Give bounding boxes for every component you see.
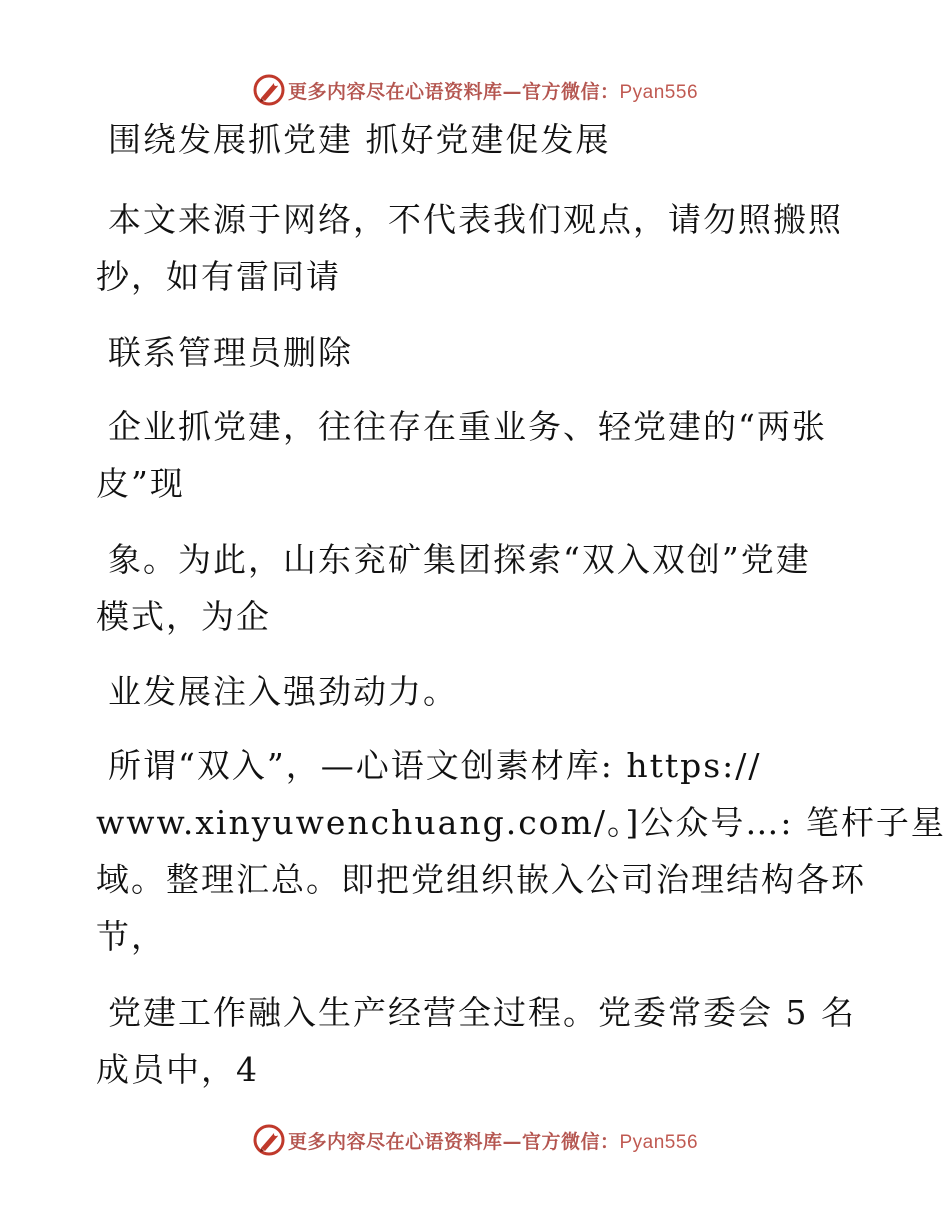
footer-banner (0, 1120, 950, 1160)
text-line: 联系管理员删除 (108, 333, 353, 372)
text-line: 模式，为企 (96, 597, 271, 636)
footer-banner-text: 更多内容尽在心语资料库—官方微信： (287, 1130, 620, 1153)
text-line: 企业抓党建，往往存在重业务、轻党建的“两张 (108, 407, 827, 446)
text-line: 皮”现 (96, 464, 185, 503)
pen-logo-icon (252, 1123, 286, 1157)
header-banner-text: 更多内容尽在心语资料库—官方微信： (287, 80, 620, 103)
text-line: www.xinyuwenchuang.com/。]公众号…: 笔杆子星 (96, 803, 946, 842)
text-line: 象。为此，山东兖矿集团探索“双入双创”党建 (108, 540, 811, 579)
footer-banner-account: Pyan556 (619, 1131, 699, 1153)
text-line: 本文来源于网络，不代表我们观点，请勿照搬照 (108, 200, 843, 239)
text-line: 成员中，4 (96, 1050, 259, 1089)
text-line: 域。整理汇总。即把党组织嵌入公司治理结构各环 (96, 860, 866, 899)
text-line: 党建工作融入生产经营全过程。党委常委会 5 名 (108, 993, 856, 1032)
header-banner-account: Pyan556 (619, 81, 699, 103)
text-line: 业发展注入强劲动力。 (108, 672, 458, 711)
header-banner (0, 70, 950, 110)
text-line: 节， (96, 917, 166, 956)
document-title: 围绕发展抓党建 抓好党建促发展 (108, 120, 611, 159)
text-line: 抄，如有雷同请 (96, 257, 341, 296)
text-line: 所谓“双入”，—心语文创素材库: https:// (108, 746, 762, 785)
pen-logo-icon (252, 73, 286, 107)
